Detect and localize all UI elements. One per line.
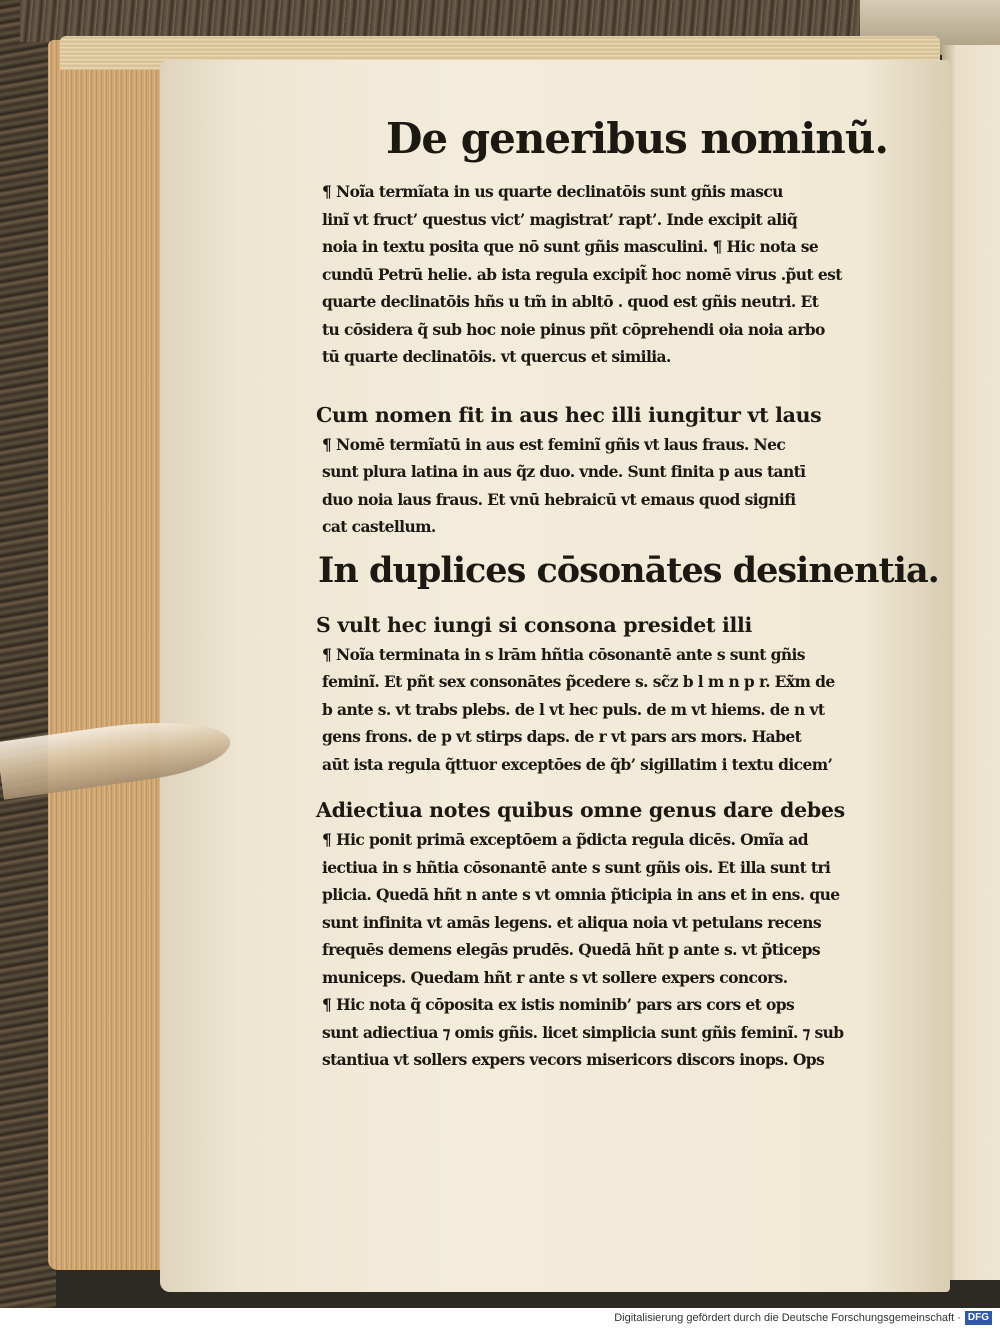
- text-line: sunt infinita vt amās legens. et aliqua noia vt petulans recens: [322, 912, 821, 932]
- text-line: linĩ vt fruct’ questus vict’ magistrat’ rapt’. Inde excipit aliq̃: [322, 209, 798, 229]
- text-line: ¶ Noĩa termĩata in us quarte declinatōis sunt gñis mascu: [322, 182, 783, 201]
- verse-rule-adiectiua: Adiectiua notes quibus omne genus dare debes: [316, 798, 845, 822]
- text-line: plicia. Quedā hñt n ante s vt omnia p̃ticipia in ans et in ens. que: [322, 885, 840, 904]
- paragraph-nomina-us: [322, 178, 882, 371]
- paragraph-adiectiua: [322, 826, 882, 1074]
- text-line: quarte declinatōis hñs u tm̃ in abltō . quod est gñis neutri. Et: [322, 292, 819, 311]
- text-line: ¶ Noĩa terminata in s lrām hñtia cōsonantē ante s sunt gñis: [322, 644, 805, 664]
- paragraph-nomen-aus: [322, 431, 882, 541]
- text-line: municeps. Quedam hñt r ante s vt sollere expers concors.: [322, 967, 788, 987]
- text-line: tu cōsidera q̃ sub hoc noie pinus pñt cōprehendi oia noia arbo: [322, 319, 825, 339]
- dfg-logo[interactable]: DFG: [965, 1311, 992, 1325]
- text-line: duo noia laus fraus. Et vnū hebraicū vt emaus quod signifi: [322, 489, 796, 509]
- text-line: gens frons. de p vt stirps daps. de r vt pars ars mors. Habet: [322, 727, 802, 746]
- verse-rule-aus: Cum nomen fit in aus hec illi iungitur vt laus: [316, 402, 822, 427]
- text-line: feminĩ. Et pñt sex consonātes p̃cedere s. sc̃z b l m n p r. Ex̃m de: [322, 672, 835, 691]
- text-line: frequēs demens elegās prudēs. Quedā hñt p ante s. vt p̃ticeps: [322, 940, 821, 959]
- text-line: ¶ Hic nota q̃ cōposita ex istis nominib’ pars ars cors et ops: [322, 995, 795, 1014]
- funding-text: Digitalisierung gefördert durch die Deutsche Forschungsgemeinschaft ·: [614, 1312, 961, 1324]
- text-line: stantiua vt sollers expers vecors misericors discors inops. Ops: [322, 1050, 825, 1069]
- text-line: sunt adiectiua ⁊ omis gñis. licet simplicia sunt gñis feminĩ. ⁊ sub: [322, 1022, 844, 1042]
- text-line: b ante s. vt trabs plebs. de l vt hec puls. de m vt hiems. de n vt: [322, 699, 825, 719]
- text-line: ¶ Hic ponit primā exceptōem a p̃dicta regula dicēs. Omĩa ad: [322, 830, 809, 849]
- text-line: cundū Petrū helie. ab ista regula excipit̃ hoc nomē virus .p̃ut est: [322, 264, 842, 284]
- text-line: aūt ista regula q̃ttuor exceptōes de q̃b’ sigillatim i textu dicem’: [322, 754, 833, 774]
- text-line: iectiua in s hñtia cōsonantē ante s sunt gñis ois. Et illa sunt tri: [322, 857, 831, 877]
- text-line: ¶ Nomē termĩatū in aus est feminĩ gñis vt laus fraus. Nec: [322, 434, 786, 454]
- text-line: noia in textu posita que nō sunt gñis masculini. ¶ Hic nota se: [322, 237, 819, 256]
- right-page: [942, 45, 1000, 1280]
- page-text: [312, 110, 939, 1074]
- text-line: sunt plura latina in aus q̃z duo. vnde. Sunt finita p aus tantī: [322, 462, 806, 481]
- text-line: cat castellum.: [322, 517, 436, 536]
- text-line: tū quarte declinatōis. vt quercus et similia.: [322, 347, 671, 366]
- section-heading: In duplices cōsonātes desinentia.: [318, 549, 939, 591]
- funding-footer: [614, 1310, 992, 1326]
- paragraph-nomina-s: [322, 641, 882, 779]
- page-title: De generibus nominũ.: [386, 114, 889, 163]
- verse-rule-s: S vult hec iungi si consona presidet illi: [316, 612, 752, 637]
